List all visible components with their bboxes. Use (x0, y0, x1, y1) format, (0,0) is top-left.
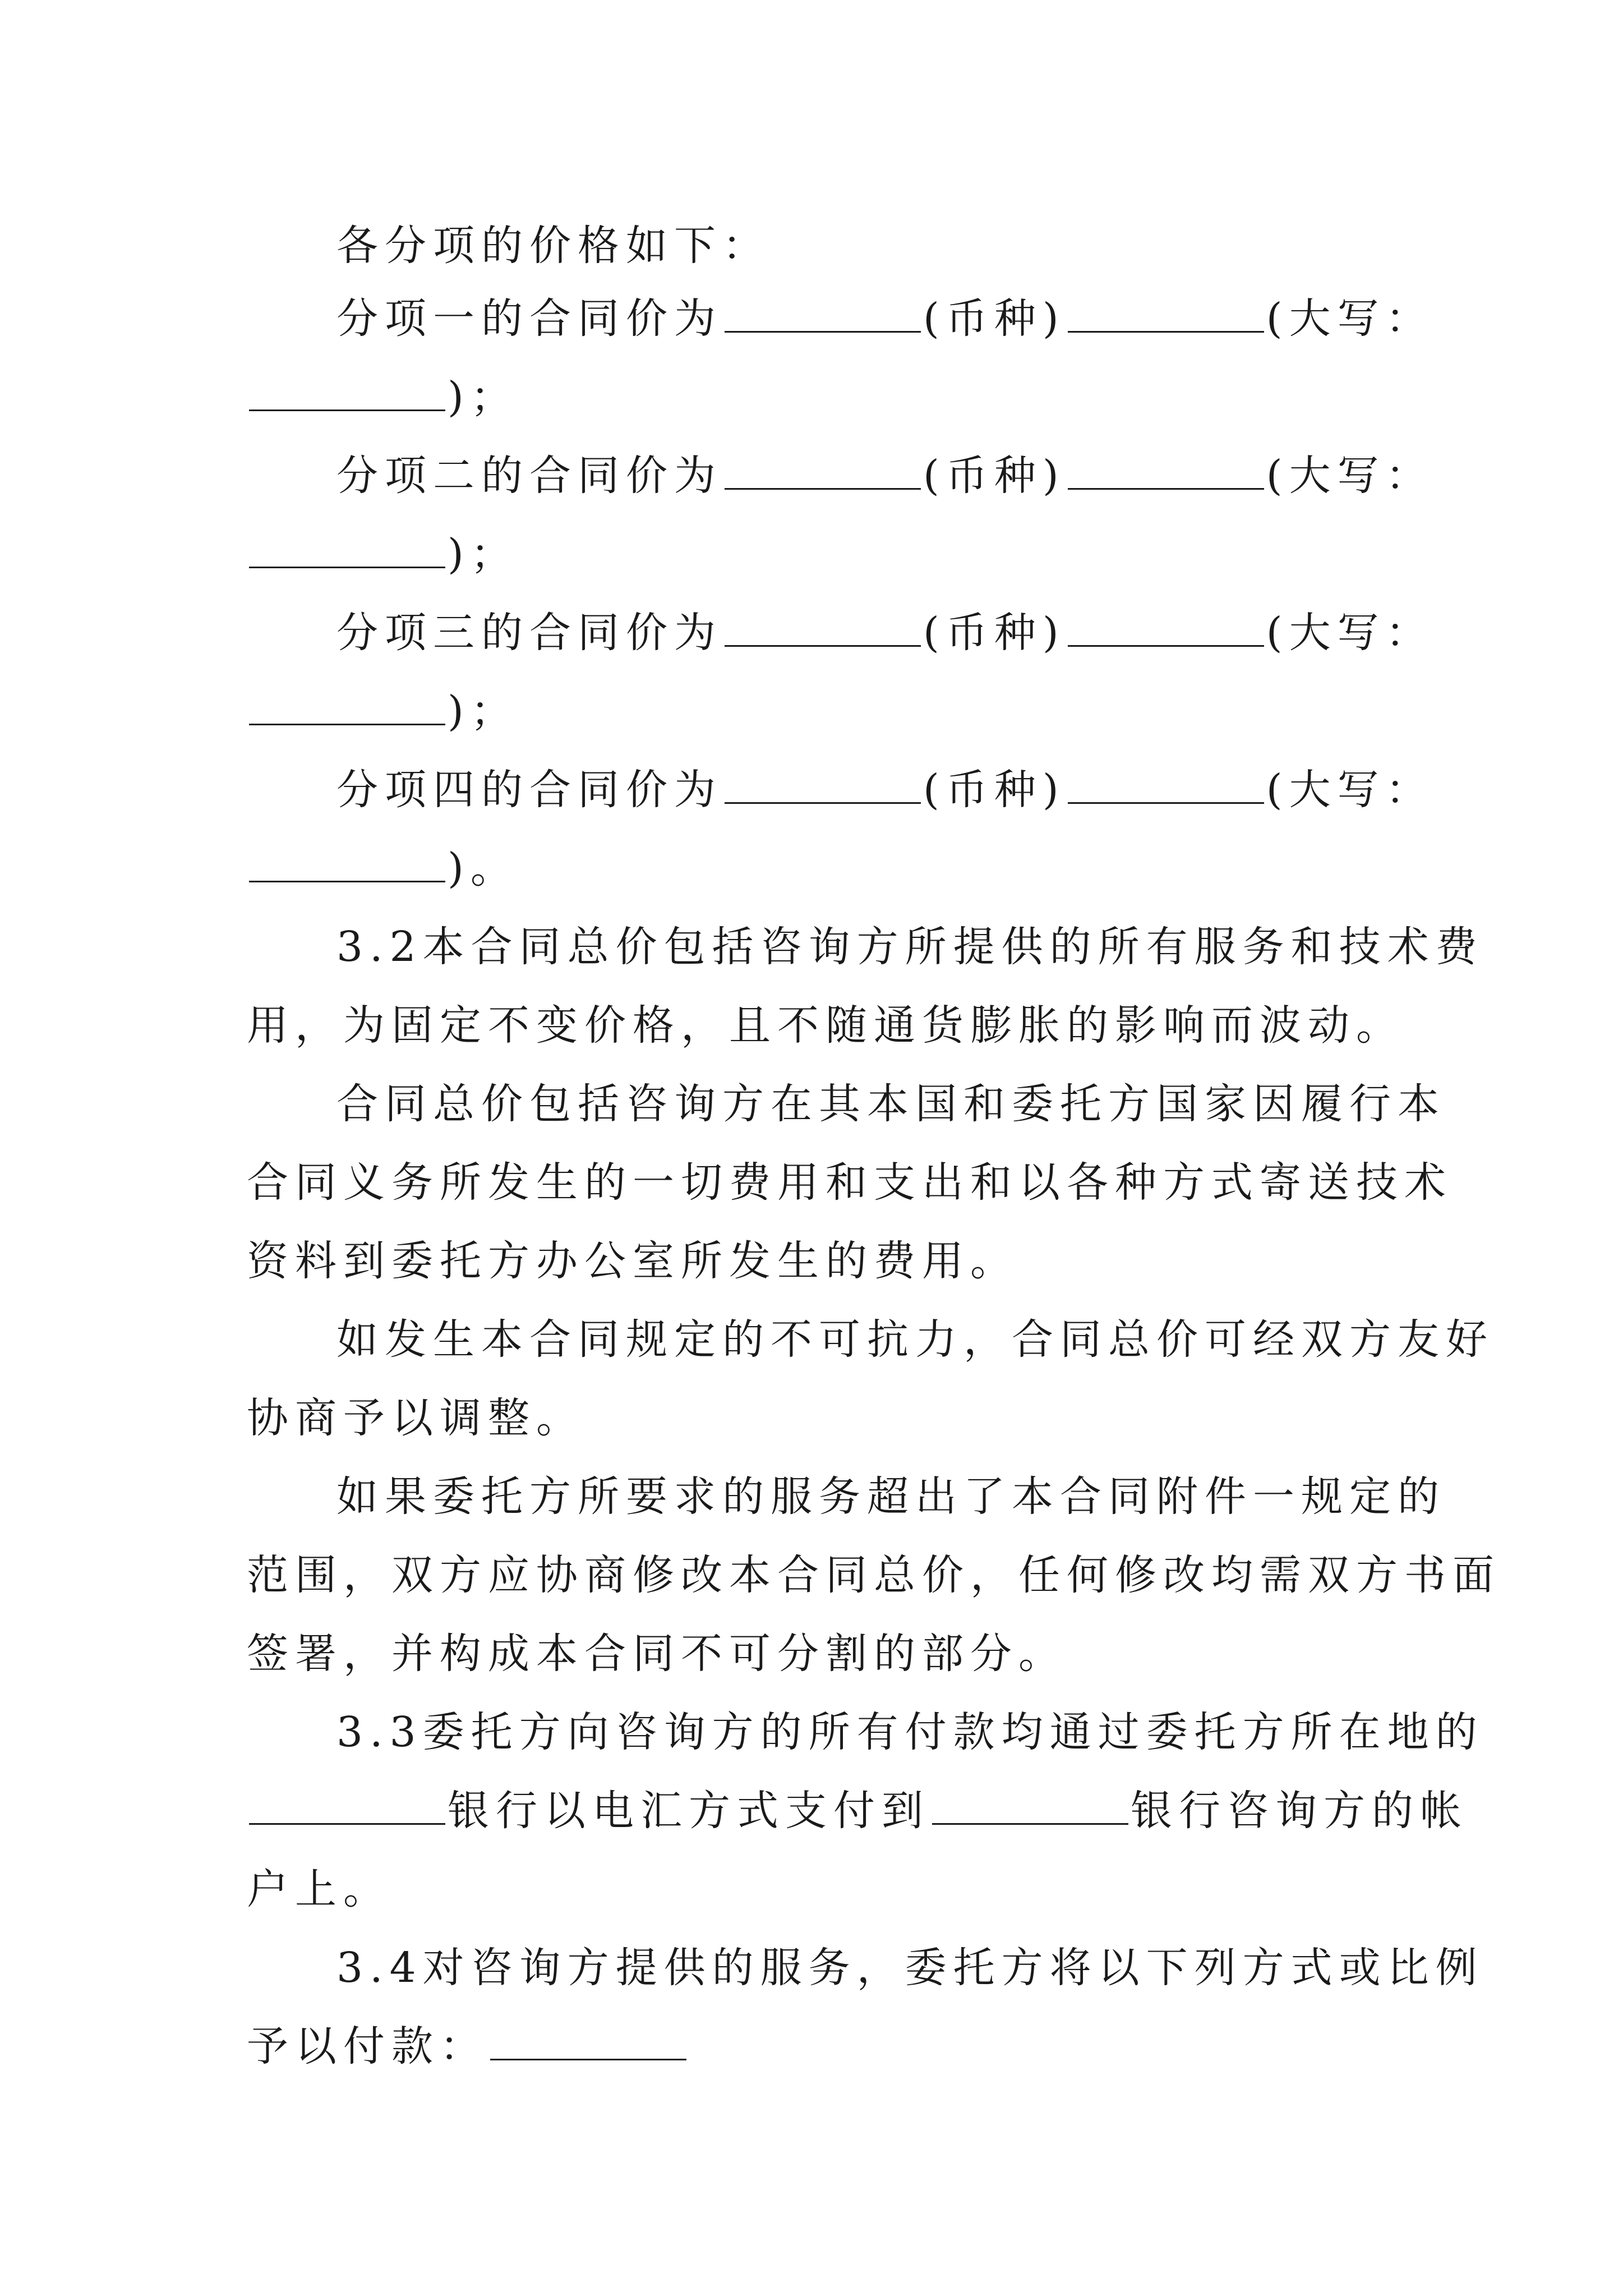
price-intro: 各分项的价格如下： (336, 222, 771, 270)
item-1-continuation (247, 364, 1380, 431)
item-3-value-blank (1068, 604, 1264, 647)
item-2-line (336, 442, 1469, 509)
item-4-continuation (247, 835, 1380, 902)
clause-3-4-line-2 (247, 2013, 1380, 2080)
item-1-end: )； (448, 373, 519, 421)
scope-change-line-2: 范围，双方应协商修改本合同总价，任何修改均需双方书面 (247, 1551, 1501, 1599)
item-2-amount-blank (725, 447, 921, 490)
payer-bank-blank (249, 1782, 445, 1825)
clause-3-2-line-2: 用，为固定不变价格，且不随通货膨胀的影响而波动。 (247, 1001, 1404, 1050)
clause-3-4-text: 予以付款： (247, 2022, 488, 2070)
clause-3-3-text-b: 银行咨询方的帐 (1131, 1787, 1468, 1835)
item-3-amount-blank (725, 604, 921, 647)
item-1-currency: (币种) (923, 295, 1066, 343)
total-price-line-2: 合同义务所发生的一切费用和支出和以各种方式寄送技术 (247, 1158, 1453, 1207)
item-4-amount-blank (725, 761, 921, 804)
total-price-line-1: 合同总价包括咨询方在其本国和委托方国家因履行本 (336, 1080, 1446, 1128)
item-4-label: 分项四的合同价为 (336, 766, 722, 814)
scope-change-line-1: 如果委托方所要求的服务超出了本合同附件一规定的 (336, 1473, 1446, 1521)
force-majeure-line-1: 如发生本合同规定的不可抗力，合同总价可经双方友好 (336, 1315, 1494, 1364)
clause-3-3-text-a: 银行以电汇方式支付到 (448, 1787, 930, 1835)
item-2-value-blank (1068, 447, 1264, 490)
item-1-label: 分项一的合同价为 (336, 295, 722, 343)
item-4-line (336, 756, 1469, 823)
item-1-line (336, 285, 1469, 352)
scope-change-line-3: 签署，并构成本合同不可分割的部分。 (247, 1630, 1067, 1678)
item-4-end: )。 (448, 844, 519, 892)
item-2-currency: (币种) (923, 452, 1066, 500)
clause-3-4-line-1: 3.4对咨询方提供的服务，委托方将以下列方式或比例 (336, 1944, 1484, 1992)
item-2-words-label: (大写： (1266, 452, 1434, 500)
item-2-end: )； (448, 530, 519, 578)
item-1-words-blank (249, 368, 445, 411)
total-price-line-3: 资料到委托方办公室所发生的费用。 (247, 1237, 1018, 1285)
payment-terms-blank (490, 2017, 686, 2060)
item-2-words-blank (249, 525, 445, 568)
item-4-value-blank (1068, 761, 1264, 804)
item-3-line (336, 599, 1469, 666)
item-2-continuation (247, 521, 1380, 588)
item-3-end: )； (448, 687, 519, 735)
item-3-currency: (币种) (923, 609, 1066, 657)
force-majeure-line-2: 协商予以调整。 (247, 1394, 584, 1442)
item-1-value-blank (1068, 289, 1264, 333)
clause-3-3-line-3: 户上。 (247, 1865, 391, 1913)
item-1-words-label: (大写： (1266, 295, 1434, 343)
item-4-words-label: (大写： (1266, 766, 1434, 814)
payee-bank-blank (932, 1782, 1128, 1825)
clause-3-3-line-1: 3.3委托方向咨询方的所有付款均通过委托方所在地的 (336, 1708, 1484, 1756)
clause-3-3-line-2 (247, 1777, 1468, 1844)
item-3-continuation (247, 678, 1380, 745)
item-2-label: 分项二的合同价为 (336, 452, 722, 500)
item-4-currency: (币种) (923, 766, 1066, 814)
item-1-amount-blank (725, 289, 921, 333)
item-3-words-blank (249, 682, 445, 725)
item-3-label: 分项三的合同价为 (336, 609, 722, 657)
item-3-words-label: (大写： (1266, 609, 1434, 657)
clause-3-2-line-1: 3.2本合同总价包括咨询方所提供的所有服务和技术费 (336, 923, 1484, 971)
item-4-words-blank (249, 839, 445, 882)
